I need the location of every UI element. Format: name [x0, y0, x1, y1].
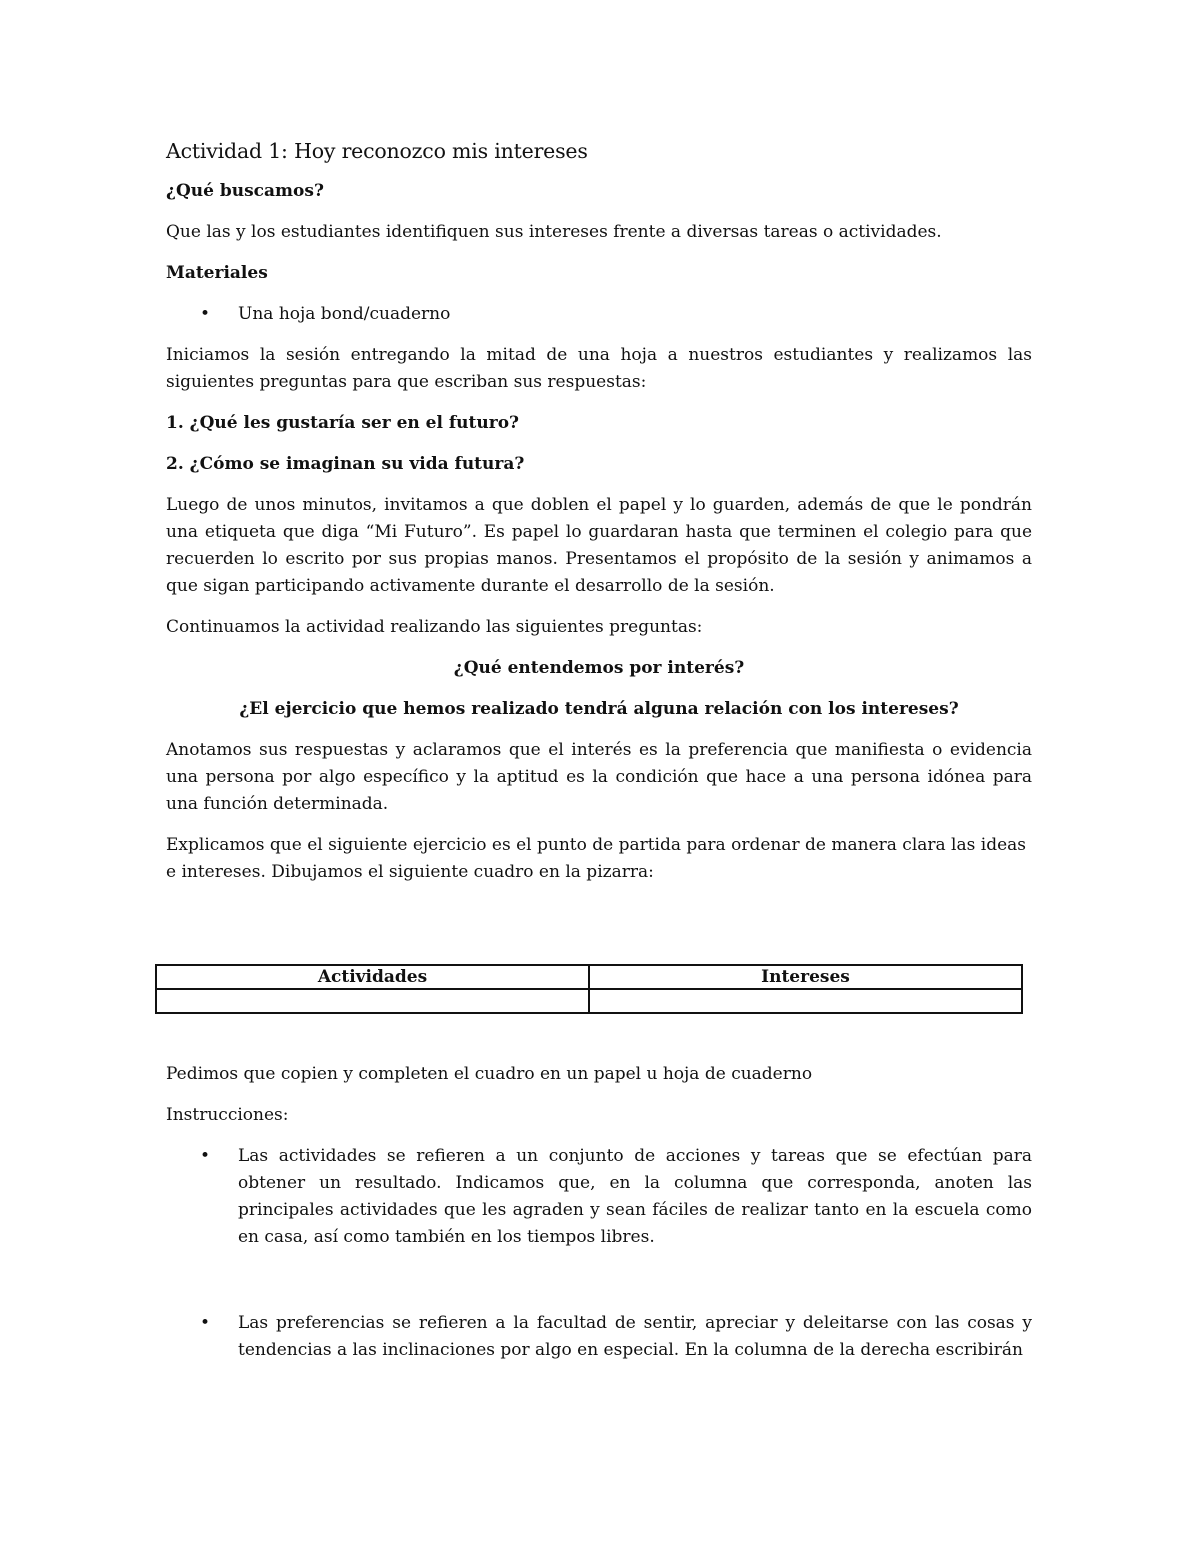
table-cell-activities [156, 989, 589, 1013]
definition-paragraph: Anotamos sus respuestas y aclaramos que el interés es la preferencia que manifiesta o evidencia una persona por algo específico y la aptitud es la condición que hace a una persona idónea para una función determinada. [166, 740, 1032, 814]
spacer [166, 1265, 1032, 1310]
table-header-interests: Intereses [589, 965, 1022, 989]
list-item [200, 1310, 1032, 1364]
activities-interests-table [155, 964, 1023, 1014]
document-lower-content [166, 1061, 1032, 1378]
bullet-icon: • [200, 1313, 211, 1333]
continue-paragraph: Continuamos la actividad realizando las siguientes preguntas: [166, 617, 703, 637]
list-item [200, 1143, 1032, 1251]
bullet-icon: • [200, 1146, 211, 1166]
copy-paragraph: Pedimos que copien y completen el cuadro en un papel u hoja de cuaderno [166, 1064, 813, 1084]
materials-item: Una hoja bond/cuaderno [238, 304, 451, 324]
purpose-heading: ¿Qué buscamos? [166, 181, 324, 201]
table-row [156, 989, 1022, 1013]
page-title: Actividad 1: Hoy reconozco mis intereses [166, 139, 588, 163]
intro-paragraph: Iniciamos la sesión entregando la mitad de una hoja a nuestros estudiantes y realizamos las siguientes preguntas para que escriban sus respuestas: [166, 345, 1032, 392]
list-item [200, 301, 1032, 328]
center-question-2: ¿El ejercicio que hemos realizado tendrá alguna relación con los intereses? [239, 699, 959, 719]
question-1: 1. ¿Qué les gustaría ser en el futuro? [166, 413, 520, 433]
instruction-preferences: Las preferencias se refieren a la facultad de sentir, apreciar y deleitarse con las cosas y tendencias a las inclinaciones por algo en especial. En la columna de la derecha escribirán [238, 1313, 1032, 1360]
center-question-1: ¿Qué entendemos por interés? [453, 658, 745, 678]
table-header-activities: Actividades [156, 965, 589, 989]
followup-paragraph: Luego de unos minutos, invitamos a que doblen el papel y lo guarden, además de que le pondrán una etiqueta que diga “Mi Futuro”. Es papel lo guardaran hasta que terminen el colegio para que recuerden lo escrito por sus propias manos. Presentamos el propósito de la sesión y animamos a que sigan participando activamente durante el desarrollo de la sesión. [166, 495, 1032, 596]
instructions-label: Instrucciones: [166, 1105, 289, 1125]
materials-heading: Materiales [166, 263, 268, 283]
document-upper-content [166, 136, 1032, 900]
question-2: 2. ¿Cómo se imaginan su vida futura? [166, 454, 525, 474]
table-header-row [156, 965, 1022, 989]
table-cell-interests [589, 989, 1022, 1013]
purpose-text: Que las y los estudiantes identifiquen sus intereses frente a diversas tareas o actividades. [166, 222, 942, 242]
bullet-icon: • [200, 304, 211, 324]
instruction-activities: Las actividades se refieren a un conjunto de acciones y tareas que se efectúan para obtener un resultado. Indicamos que, en la columna que corresponda, anoten las principales actividades que les agraden y sean fáciles de realizar tanto en la escuela como en casa, así como también en los tiempos libres. [238, 1146, 1032, 1247]
explain-paragraph: Explicamos que el siguiente ejercicio es el punto de partida para ordenar de manera clara las ideas e intereses. Dibujamos el siguiente cuadro en la pizarra: [166, 835, 1026, 882]
